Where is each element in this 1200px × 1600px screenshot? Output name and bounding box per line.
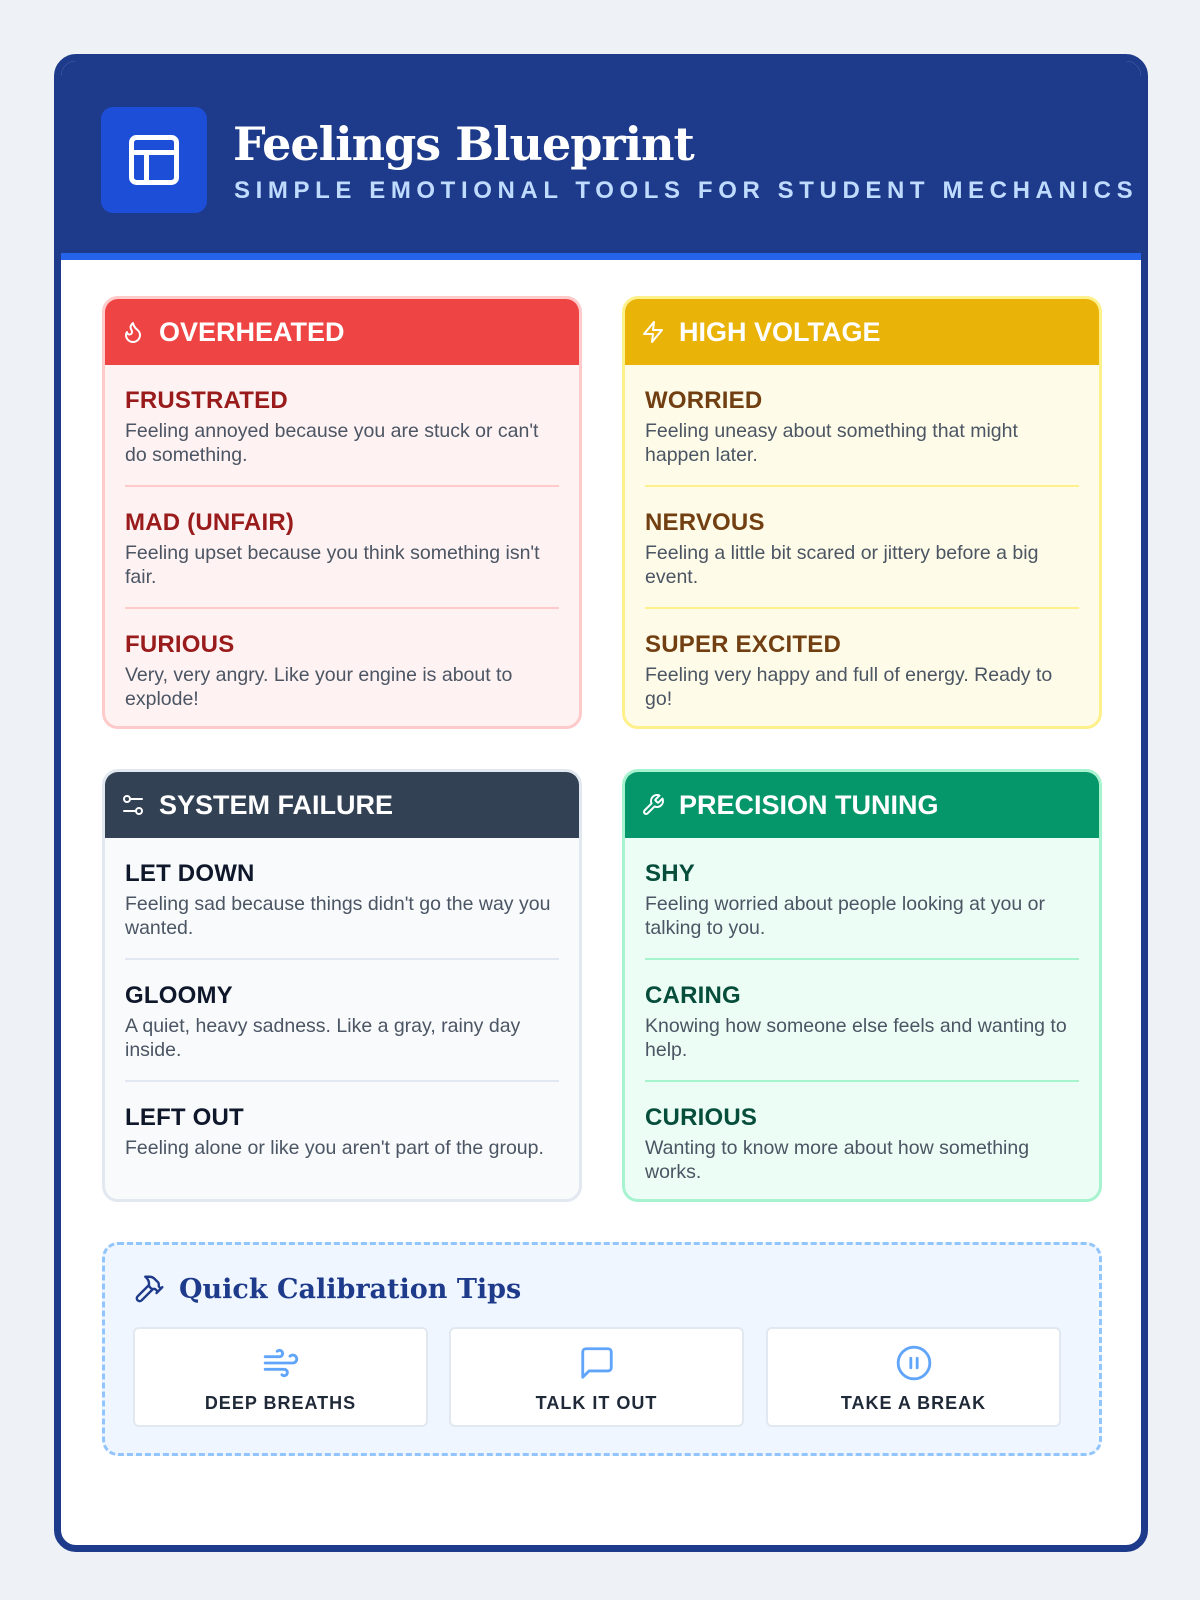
feeling-description: Feeling sad because things didn't go the way you wanted. [125, 893, 551, 939]
panel-precision-tuning [622, 769, 1102, 1202]
feeling-name: SHY [645, 860, 695, 887]
list-item [125, 1082, 559, 1178]
panel-title: SYSTEM FAILURE [159, 789, 394, 820]
list-item [645, 365, 1079, 487]
list-item [645, 838, 1079, 960]
feeling-description: Feeling very happy and full of energy. Ready to go! [645, 664, 1053, 710]
pause-icon [894, 1343, 934, 1383]
feeling-name: LEFT OUT [125, 1104, 244, 1131]
panel-header [105, 772, 579, 838]
list-item [125, 487, 559, 609]
sliders-icon [121, 793, 145, 817]
panel-title: HIGH VOLTAGE [679, 316, 881, 347]
tip-card-take-a-break[interactable] [766, 1327, 1061, 1427]
panel-header [105, 299, 579, 365]
feeling-name: NERVOUS [645, 509, 765, 536]
blueprint-card [54, 54, 1148, 1552]
panel-overheated [102, 296, 582, 729]
feeling-name: FRUSTRATED [125, 387, 288, 414]
panel-header [625, 772, 1099, 838]
list-item [645, 487, 1079, 609]
feeling-description: Feeling a little bit scared or jittery before a big event. [645, 542, 1039, 588]
tip-label: DEEP BREATHS [204, 1393, 357, 1413]
feeling-name: CARING [645, 982, 741, 1009]
message-icon [577, 1343, 617, 1383]
feeling-description: A quiet, heavy sadness. Like a gray, rainy day inside. [125, 1015, 521, 1061]
feeling-description: Feeling uneasy about something that might happen later. [645, 420, 1018, 466]
tips-title: Quick Calibration Tips [179, 1273, 522, 1305]
list-item [125, 838, 559, 960]
layout-icon [101, 107, 207, 213]
wrench-icon [641, 793, 665, 817]
list-item [645, 1082, 1079, 1202]
page-subtitle: SIMPLE EMOTIONAL TOOLS FOR STUDENT MECHANICS [234, 177, 1139, 204]
feeling-description: Knowing how someone else feels and wanting to help. [645, 1015, 1067, 1061]
tips-heading [133, 1273, 521, 1305]
panel-title: PRECISION TUNING [679, 789, 939, 820]
list-item [125, 609, 559, 729]
tip-card-deep-breaths[interactable] [133, 1327, 428, 1427]
tip-card-talk-it-out[interactable] [449, 1327, 744, 1427]
list-item [645, 609, 1079, 729]
panel-high-voltage [622, 296, 1102, 729]
list-item [645, 960, 1079, 1082]
lightning-icon [641, 320, 665, 344]
wind-icon [261, 1343, 301, 1383]
flame-icon [121, 320, 145, 344]
feeling-description: Very, very angry. Like your engine is about to explode! [125, 664, 513, 710]
quick-tips-section [102, 1242, 1102, 1456]
header [61, 61, 1141, 260]
feeling-name: FURIOUS [125, 631, 235, 658]
feeling-description: Feeling annoyed because you are stuck or can't do something. [125, 420, 539, 466]
page-title: Feelings Blueprint [233, 117, 694, 171]
feeling-name: MAD (UNFAIR) [125, 509, 295, 536]
tip-label: TALK IT OUT [535, 1393, 658, 1413]
feeling-name: SUPER EXCITED [645, 631, 841, 658]
panel-header [625, 299, 1099, 365]
feeling-name: LET DOWN [125, 860, 255, 887]
tip-label: TAKE A BREAK [840, 1393, 987, 1413]
list-item [125, 365, 559, 487]
feeling-description: Feeling upset because you think something isn't fair. [125, 542, 540, 588]
hammer-icon [133, 1273, 165, 1305]
feeling-name: GLOOMY [125, 982, 233, 1009]
feeling-name: WORRIED [645, 387, 763, 414]
panel-title: OVERHEATED [159, 316, 345, 347]
panel-system-failure [102, 769, 582, 1202]
feeling-description: Wanting to know more about how something works. [645, 1137, 1030, 1183]
feeling-description: Feeling worried about people looking at you or talking to you. [645, 893, 1046, 939]
feeling-description: Feeling alone or like you aren't part of the group. [125, 1137, 544, 1159]
feeling-name: CURIOUS [645, 1104, 758, 1131]
list-item [125, 960, 559, 1082]
